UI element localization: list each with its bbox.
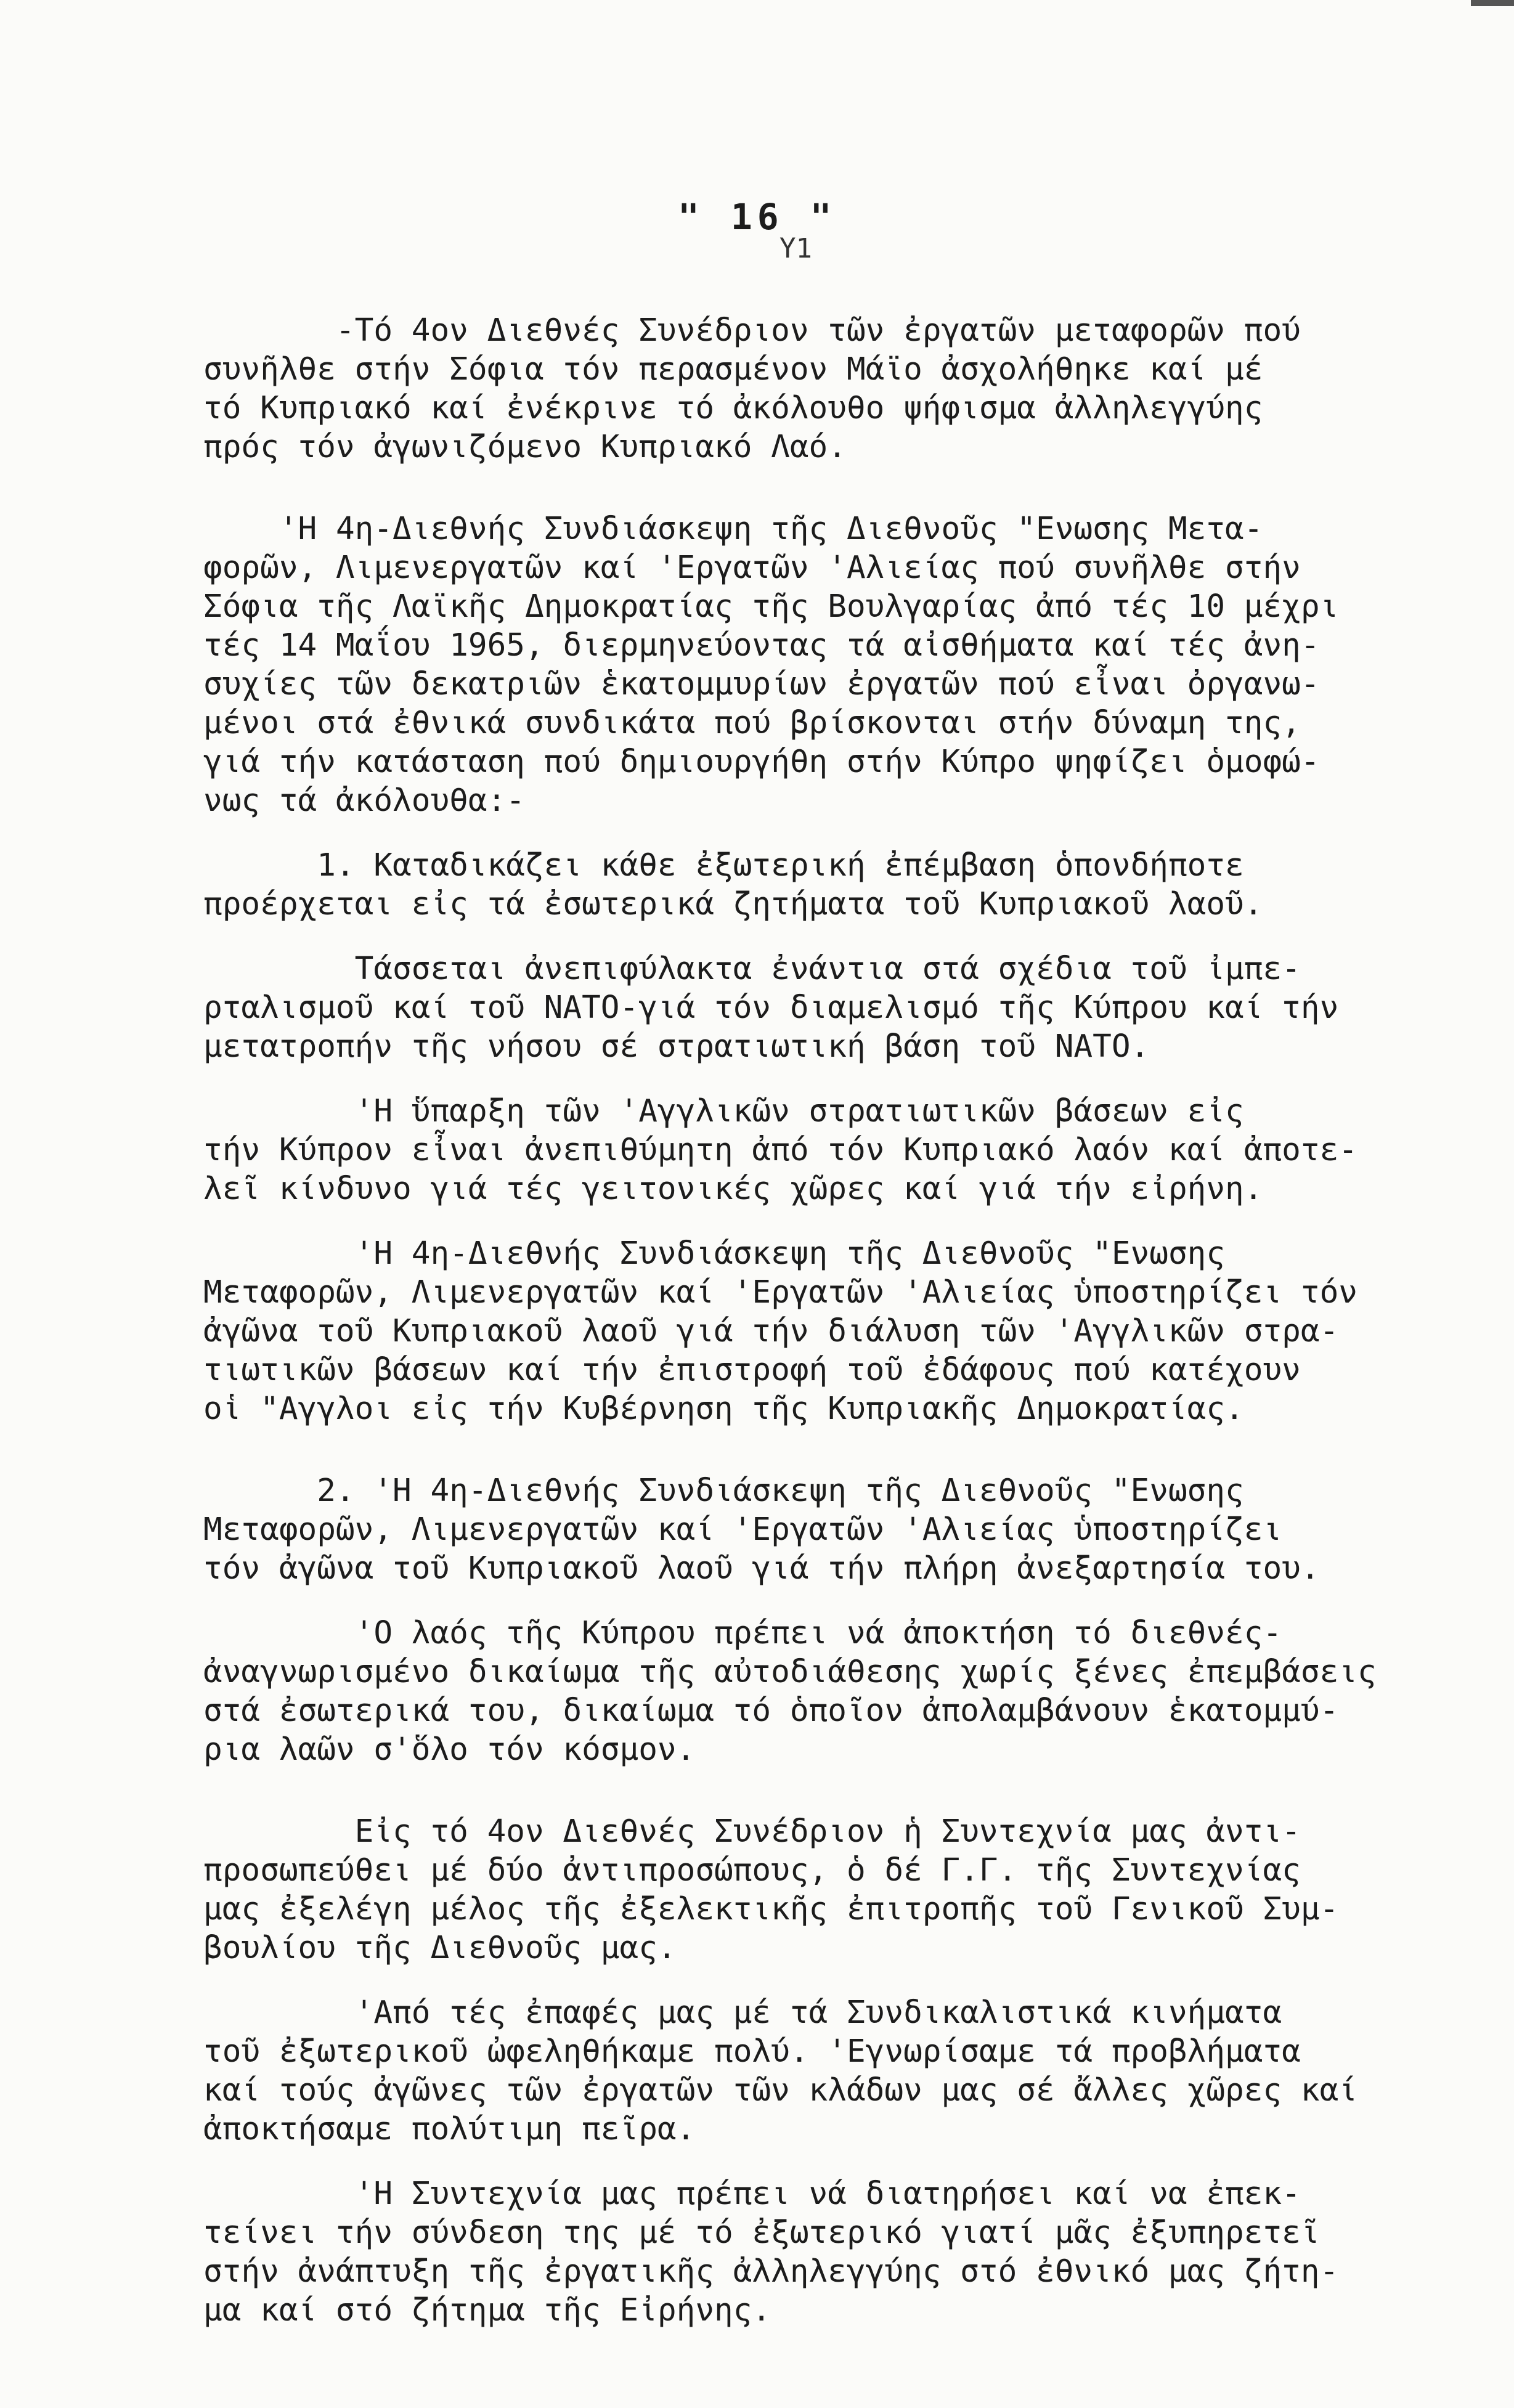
paragraph-self-determination: 'Ο λαός τῆς Κύπρου πρέπει νά ἀποκτήση τό διεθνές- ἀναγνωρισμένο δικαίωμα τῆς αὐτοδιάθεσης χωρίς ξένες ἐπεμβάσεις στά ἐσωτερικά του, δικαίωμα τό ὁποῖον ἀπολαμβάνουν ἑκατομμύ- ρια λαῶν σ'ὅλο τόν κόσμον. bbox=[203, 1615, 1377, 1768]
page-number: " 16 " bbox=[678, 196, 837, 238]
paragraph-support-bases-dissolution: 'Η 4η-Διεθνής Συνδιάσκεψη τῆς Διεθνοῦς "Ενωσης Μεταφορῶν, Λιμενεργατῶν καί 'Εργατῶν 'Αλιείας ὑποστηρίζει τόν ἀγῶνα τοῦ Κυπριακοῦ λαοῦ γιά τήν διάλυση τῶν 'Αγγλικῶν στρα- τιωτικῶν βάσεων καί τήν ἐπιστροφή τοῦ ἐδάφους πού κατέχουν οἱ "Αγγλοι εἰς τήν Κυβέρνηση τῆς Κυπριακῆς Δημοκρατίας. bbox=[203, 1235, 1357, 1427]
paragraph-resolution-1: 1. Καταδικάζει κάθε ἐξωτερική ἐπέμβαση ὁπονδήποτε προέρχεται εἰς τά ἐσωτερικά ζητήματα τοῦ Κυπριακοῦ λαοῦ. bbox=[203, 847, 1263, 922]
paragraph-conference-preamble: 'Η 4η-Διεθνής Συνδιάσκεψη τῆς Διεθνοῦς "Ενωσης Μετα- φορῶν, Λιμενεργατῶν καί 'Εργατῶν 'Αλιείας πού συνῆλθε στήν Σόφια τῆς Λαϊκῆς Δημοκρατίας τῆς Βουλγαρίας ἀπό τές 10 μέχρι τές 14 Μαΐου 1965, διερμηνεύοντας τά αἰσθήματα καί τές ἀνη- συχίες τῶν δεκατριῶν ἑκατομμυρίων ἐργατῶν πού εἶναι ὀργανω- μένοι στά ἐθνικά συνδικάτα πού βρίσκονται στήν δύναμη της, γιά τήν κατάσταση πού δημιουργήθη στήν Κύπρο ψηφίζει ὁμοφώ- νως τά ἀκόλουθα:- bbox=[203, 511, 1339, 819]
scan-mark bbox=[1471, 0, 1514, 6]
paragraph-nato-opposition: Τάσσεται ἀνεπιφύλακτα ἐνάντια στά σχέδια τοῦ ἰμπε- ρταλισμοῦ καί τοῦ ΝΑΤΟ-γιά τόν διαμελισμό τῆς Κύπρου καί τήν μετατροπήν τῆς νήσου σέ στρατιωτική βάση τοῦ ΝΑΤΟ. bbox=[203, 951, 1339, 1065]
paragraph-international-contacts: 'Από τές ἐπαφές μας μέ τά Συνδικαλιστικά κινήματα τοῦ ἐξωτερικοῦ ὠφεληθήκαμε πολύ. 'Εγνωρίσαμε τά προβλήματα καί τούς ἀγῶνες τῶν ἐργατῶν τῶν κλάδων μας σέ ἄλλες χῶρες καί ἀποκτήσαμε πολύτιμη πεῖρα. bbox=[203, 1995, 1357, 2147]
paragraph-resolution-2: 2. 'Η 4η-Διεθνής Συνδιάσκεψη τῆς Διεθνοῦς "Ενωσης Μεταφορῶν, Λιμενεργατῶν καί 'Εργατῶν 'Αλιείας ὑποστηρίζει τόν ἀγῶνα τοῦ Κυπριακοῦ λαοῦ γιά τήν πλήρη ἀνεξαρτησία του. bbox=[203, 1473, 1320, 1587]
paragraph-solidarity: 'Η Συντεχνία μας πρέπει νά διατηρήσει καί να ἐπεκ- τείνει τήν σύνδεση της μέ τό ἐξωτερικό γιατί μᾶς ἐξυπηρετεῖ στήν ἀνάπτυξη τῆς ἐργατικῆς ἀλληλεγγύης στό ἐθνικό μας ζήτη- μα καί στό ζήτημα τῆς Εἰρήνης. bbox=[203, 2176, 1339, 2329]
paragraph-union-representation: Εἰς τό 4ον Διεθνές Συνέδριον ἡ Συντεχνία μας ἀντι- προσωπεύθει μέ δύο ἀντιπροσώπους, ὁ δέ Γ.Γ. τῆς Συντεχνίας μας ἐξελέγη μέλος τῆς ἐξελεκτικῆς ἐπιτροπῆς τοῦ Γενικοῦ Συμ- βουλίου τῆς Διεθνοῦς μας. bbox=[203, 1813, 1339, 1966]
paragraph-congress-intro: -Τό 4ον Διεθνές Συνέδριον τῶν ἐργατῶν μεταφορῶν πού συνῆλθε στήν Σόφια τόν περασμένον Μάϊο ἀσχολήθηκε καί μέ τό Κυπριακό καί ἐνέκρινε τό ἀκόλουθο ψήφισμα ἀλληλεγγύης πρός τόν ἀγωνιζόμενο Κυπριακό Λαό. bbox=[203, 312, 1301, 465]
document-body bbox=[203, 311, 1393, 2330]
alt-page-number: Υ1 bbox=[779, 233, 812, 264]
paragraph-british-bases: 'Η ὕπαρξη τῶν 'Αγγλικῶν στρατιωτικῶν βάσεων εἰς τήν Κύπρον εἶναι ἀνεπιθύμητη ἀπό τόν Κυπριακό λαόν καί ἀποτε- λεῖ κίνδυνο γιά τές γειτονικές χῶρες καί γιά τήν εἰρήνη. bbox=[203, 1093, 1357, 1207]
